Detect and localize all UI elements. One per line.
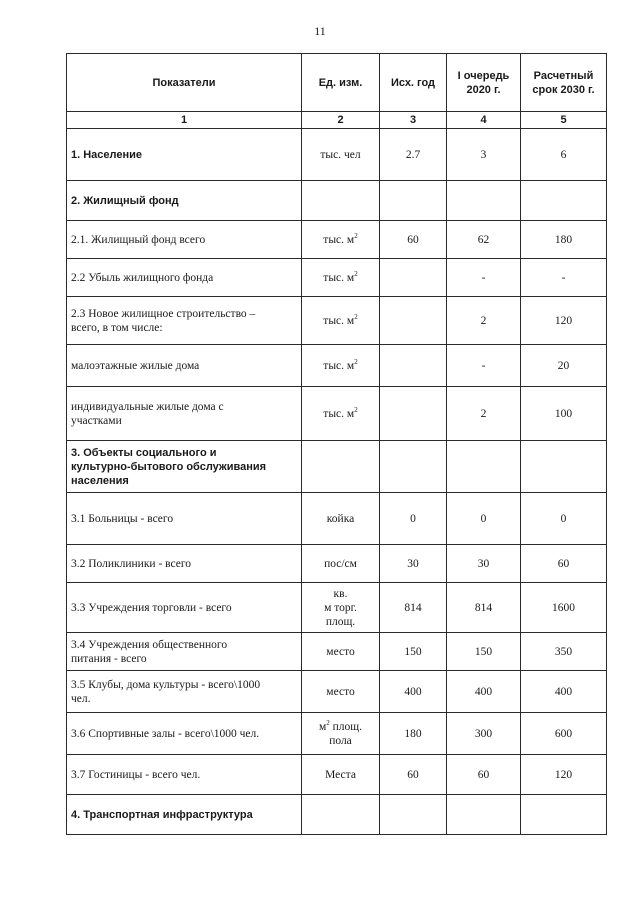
unit-superscript: 2 — [354, 269, 358, 278]
unit-superscript: 2 — [354, 231, 358, 240]
unit-cell — [302, 493, 380, 545]
base-value — [380, 795, 447, 835]
base-value: 180 — [380, 713, 447, 755]
table-row — [67, 259, 607, 297]
indicator-name: 2.1. Жилищный фонд всего — [67, 221, 302, 259]
target-value: 100 — [521, 387, 607, 441]
indicator-name: 3.3 Учреждения торговли - всего — [67, 583, 302, 633]
page-number: 11 — [314, 24, 326, 38]
unit-superscript: 2 — [354, 405, 358, 414]
unit-text: тыс. м — [323, 359, 355, 372]
target-value: 20 — [521, 345, 607, 387]
stage1-value: 150 — [447, 633, 521, 671]
indicator-name: 3.2 Поликлиники - всего — [67, 545, 302, 583]
indicator-name: 3. Объекты социального и культурно-бытового обслуживания населения — [67, 441, 302, 493]
table-row — [67, 713, 607, 755]
unit-prefix: м — [318, 720, 327, 733]
stage1-value: 2 — [447, 297, 521, 345]
base-value: 0 — [380, 493, 447, 545]
stage1-value: 2 — [447, 387, 521, 441]
unit-cell — [302, 345, 380, 387]
indicator-name: индивидуальные жилые дома с участками — [67, 387, 302, 441]
target-value: 180 — [521, 221, 607, 259]
column-header-unit: Ед. изм. — [302, 54, 380, 112]
target-value: 1600 — [521, 583, 607, 633]
table-row — [67, 583, 607, 633]
unit-cell — [302, 129, 380, 181]
base-value: 30 — [380, 545, 447, 583]
stage1-value — [447, 795, 521, 835]
column-number: 3 — [380, 112, 447, 129]
section-row — [67, 129, 607, 181]
stage1-value: 0 — [447, 493, 521, 545]
base-value: 2.7 — [380, 129, 447, 181]
column-number: 1 — [67, 112, 302, 129]
indicators-table — [66, 53, 607, 835]
base-value — [380, 259, 447, 297]
stage1-value: 60 — [447, 755, 521, 795]
base-value — [380, 441, 447, 493]
unit-text: пос/см — [324, 557, 357, 570]
table-row — [67, 345, 607, 387]
unit-superscript: 2 — [354, 357, 358, 366]
indicator-name: 3.7 Гостиницы - всего чел. — [67, 755, 302, 795]
target-value — [521, 181, 607, 221]
stage1-value: 300 — [447, 713, 521, 755]
indicator-name: 3.6 Спортивные залы - всего\1000 чел. — [67, 713, 302, 755]
table-row — [67, 297, 607, 345]
stage1-value: - — [447, 345, 521, 387]
indicator-name: 2. Жилищный фонд — [67, 181, 302, 221]
base-value — [380, 297, 447, 345]
column-header-target: Расчетный срок 2030 г. — [521, 54, 607, 112]
indicator-name: 3.5 Клубы, дома культуры - всего\1000 чел. — [67, 671, 302, 713]
target-value: 600 — [521, 713, 607, 755]
unit-cell — [302, 583, 380, 633]
section-row — [67, 795, 607, 835]
base-value — [380, 387, 447, 441]
unit-superscript: 2 — [354, 312, 358, 321]
column-number-row — [67, 112, 607, 129]
unit-cell — [302, 713, 380, 755]
stage1-value — [447, 181, 521, 221]
target-value: 120 — [521, 297, 607, 345]
base-value: 150 — [380, 633, 447, 671]
column-number: 2 — [302, 112, 380, 129]
table-row — [67, 755, 607, 795]
unit-cell — [302, 545, 380, 583]
target-value — [521, 795, 607, 835]
indicator-name: 4. Транспортная инфраструктура — [67, 795, 302, 835]
target-value: - — [521, 259, 607, 297]
unit-text: койка — [326, 512, 355, 525]
unit-text: тыс. м — [323, 233, 355, 246]
indicator-name: 2.3 Новое жилищное строительство – всего, в том числе: — [67, 297, 302, 345]
unit-text: площ. пола — [329, 720, 363, 747]
unit-cell — [302, 297, 380, 345]
unit-text: место — [326, 685, 355, 698]
table-row — [67, 633, 607, 671]
column-header-stage1: I очередь 2020 г. — [447, 54, 521, 112]
base-value — [380, 345, 447, 387]
stage1-value: 30 — [447, 545, 521, 583]
unit-cell — [302, 221, 380, 259]
unit-text: тыс. м — [323, 407, 355, 420]
unit-cell — [302, 181, 380, 221]
column-header-indicator: Показатели — [67, 54, 302, 112]
stage1-value — [447, 441, 521, 493]
unit-cell — [302, 387, 380, 441]
unit-text: Места — [325, 768, 356, 781]
stage1-value: 3 — [447, 129, 521, 181]
unit-text: место — [326, 645, 355, 658]
column-header-base-year: Исх. год — [380, 54, 447, 112]
base-value: 814 — [380, 583, 447, 633]
stage1-value: - — [447, 259, 521, 297]
indicator-name: 1. Население — [67, 129, 302, 181]
unit-text: тыс. м — [323, 271, 355, 284]
base-value — [380, 181, 447, 221]
unit-cell — [302, 441, 380, 493]
target-value: 120 — [521, 755, 607, 795]
base-value: 400 — [380, 671, 447, 713]
unit-text: тыс. м — [323, 314, 355, 327]
target-value: 6 — [521, 129, 607, 181]
table-row — [67, 221, 607, 259]
stage1-value: 400 — [447, 671, 521, 713]
indicator-name: 3.4 Учреждения общественного питания - всего — [67, 633, 302, 671]
column-number: 5 — [521, 112, 607, 129]
indicator-name: 2.2 Убыль жилищного фонда — [67, 259, 302, 297]
base-value: 60 — [380, 221, 447, 259]
table-row — [67, 671, 607, 713]
unit-superscript: 2 — [326, 718, 330, 727]
unit-text: тыс. чел — [320, 148, 361, 161]
target-value — [521, 441, 607, 493]
unit-cell — [302, 795, 380, 835]
unit-cell — [302, 633, 380, 671]
table-row — [67, 545, 607, 583]
target-value: 350 — [521, 633, 607, 671]
stage1-value: 62 — [447, 221, 521, 259]
column-number: 4 — [447, 112, 521, 129]
indicator-name: 3.1 Больницы - всего — [67, 493, 302, 545]
unit-cell — [302, 259, 380, 297]
table-row — [67, 387, 607, 441]
target-value: 400 — [521, 671, 607, 713]
table-row — [67, 493, 607, 545]
section-row — [67, 181, 607, 221]
table-header-row — [67, 54, 607, 112]
indicator-name: малоэтажные жилые дома — [67, 345, 302, 387]
unit-cell — [302, 755, 380, 795]
target-value: 60 — [521, 545, 607, 583]
unit-text: кв. м торг. площ. — [324, 587, 357, 628]
stage1-value: 814 — [447, 583, 521, 633]
target-value: 0 — [521, 493, 607, 545]
base-value: 60 — [380, 755, 447, 795]
section-row — [67, 441, 607, 493]
unit-cell — [302, 671, 380, 713]
